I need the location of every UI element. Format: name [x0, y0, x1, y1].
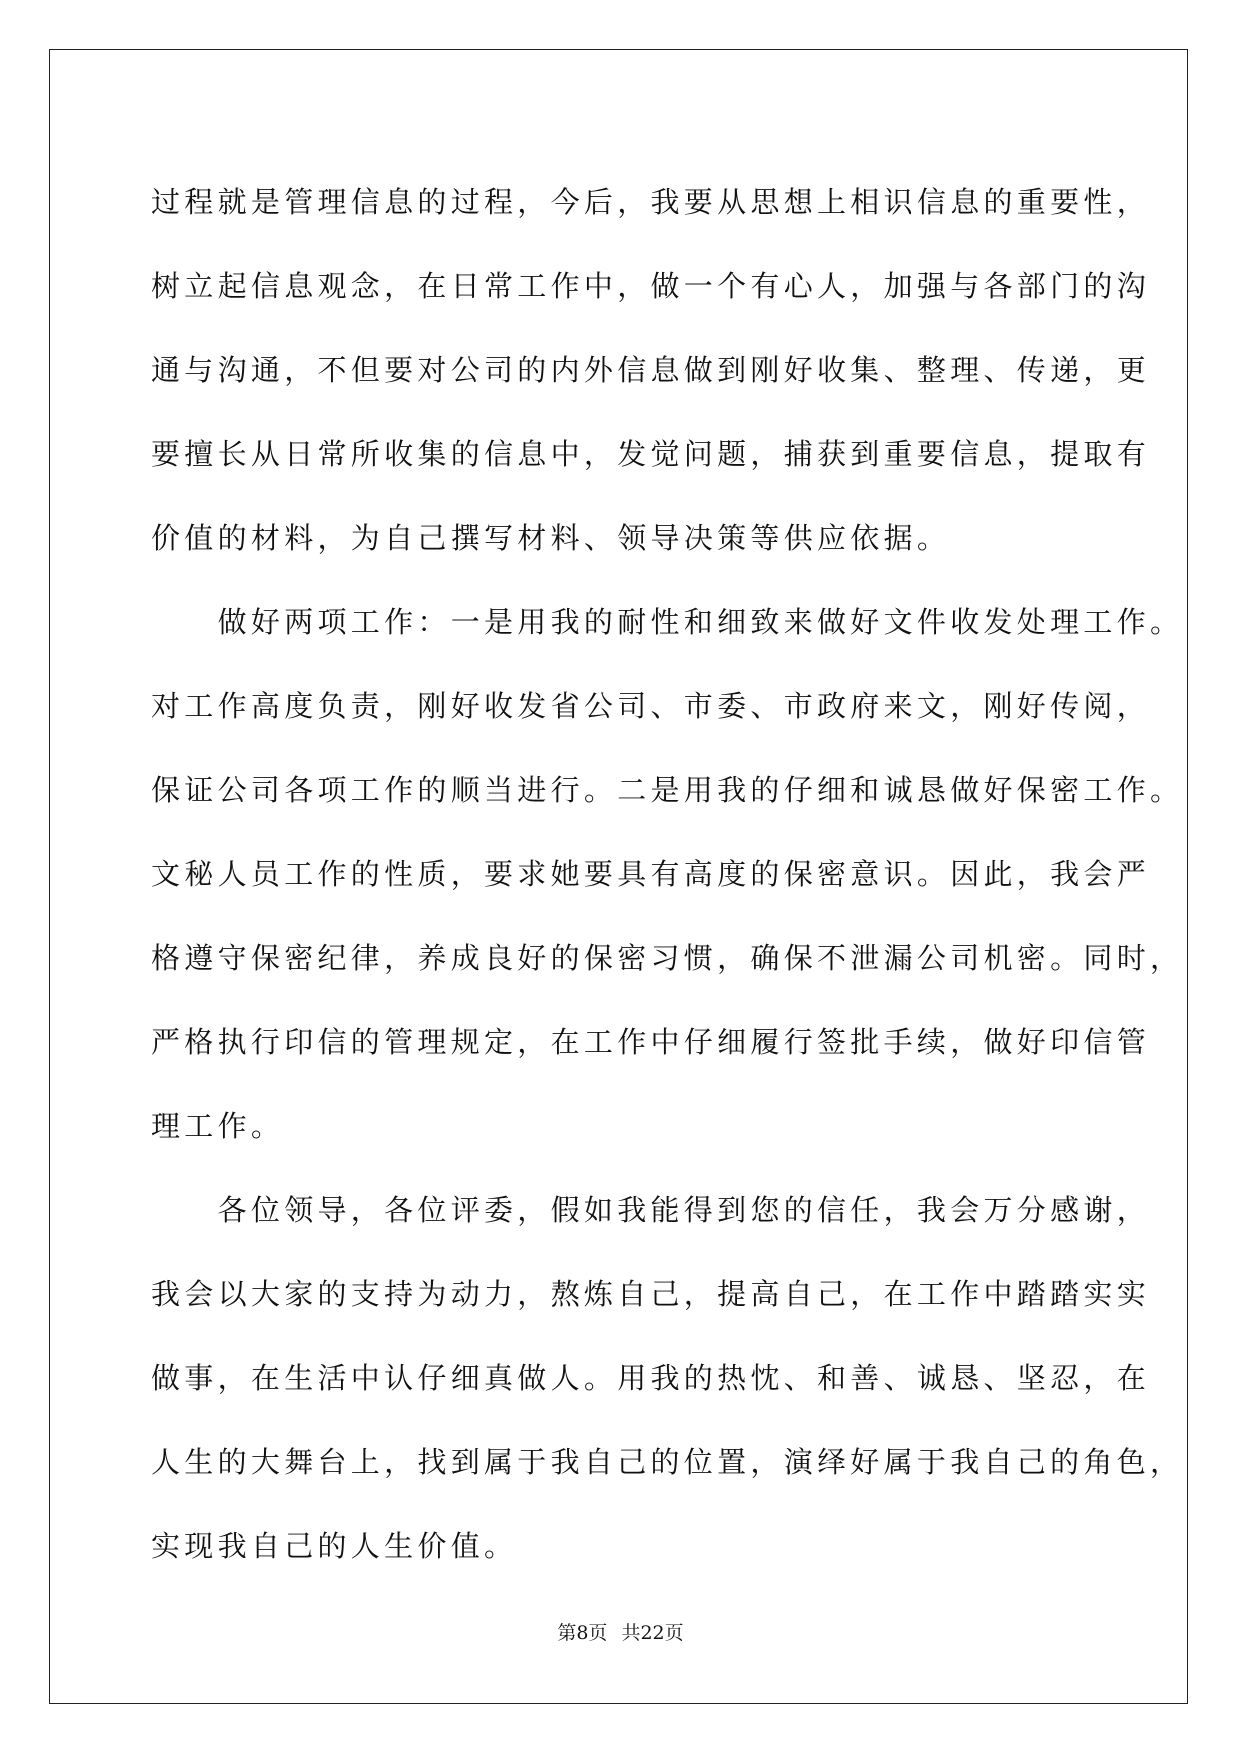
text-line: 树立起信息观念，在日常工作中，做一个有心人，加强与各部门的沟: [151, 269, 1151, 303]
page-footer: [0, 1618, 1241, 1645]
text-line: 文秘人员工作的性质，要求她要具有高度的保密意识。因此，我会严: [151, 857, 1151, 891]
text-line: 理工作。: [151, 1109, 285, 1143]
text-line: 价值的材料，为自己撰写材料、领导决策等供应依据。: [151, 521, 951, 555]
page-number: 第8页: [557, 1622, 608, 1644]
body-text: [151, 160, 1184, 1588]
text-line: 人生的大舞台上，找到属于我自己的位置，演绎好属于我自己的角色，: [151, 1445, 1184, 1479]
text-line: 保证公司各项工作的顺当进行。二是用我的仔细和诚恳做好保密工作。: [151, 773, 1184, 807]
text-line: 实现我自己的人生价值。: [151, 1529, 518, 1563]
text-line: 我会以大家的支持为动力，熬炼自己，提高自己，在工作中踏踏实实: [151, 1277, 1151, 1311]
text-line: 格遵守保密纪律，养成良好的保密习惯，确保不泄漏公司机密。同时，: [151, 941, 1184, 975]
text-line: 要擅长从日常所收集的信息中，发觉问题，捕获到重要信息，提取有: [151, 437, 1151, 471]
text-line: 严格执行印信的管理规定，在工作中仔细履行签批手续，做好印信管: [151, 1025, 1151, 1059]
total-pages: 共22页: [621, 1622, 684, 1644]
text-line: 对工作高度负责，刚好收发省公司、市委、市政府来文，刚好传阅，: [151, 689, 1151, 723]
text-line: 通与沟通，不但要对公司的内外信息做到刚好收集、整理、传递，更: [151, 353, 1151, 387]
text-line: 各位领导，各位评委，假如我能得到您的信任，我会万分感谢，: [151, 1193, 1151, 1227]
text-line: 做好两项工作：一是用我的耐性和细致来做好文件收发处理工作。: [151, 605, 1184, 639]
text-line: 做事，在生活中认仔细真做人。用我的热忱、和善、诚恳、坚忍，在: [151, 1361, 1151, 1395]
text-line: 过程就是管理信息的过程，今后，我要从思想上相识信息的重要性，: [151, 185, 1151, 219]
